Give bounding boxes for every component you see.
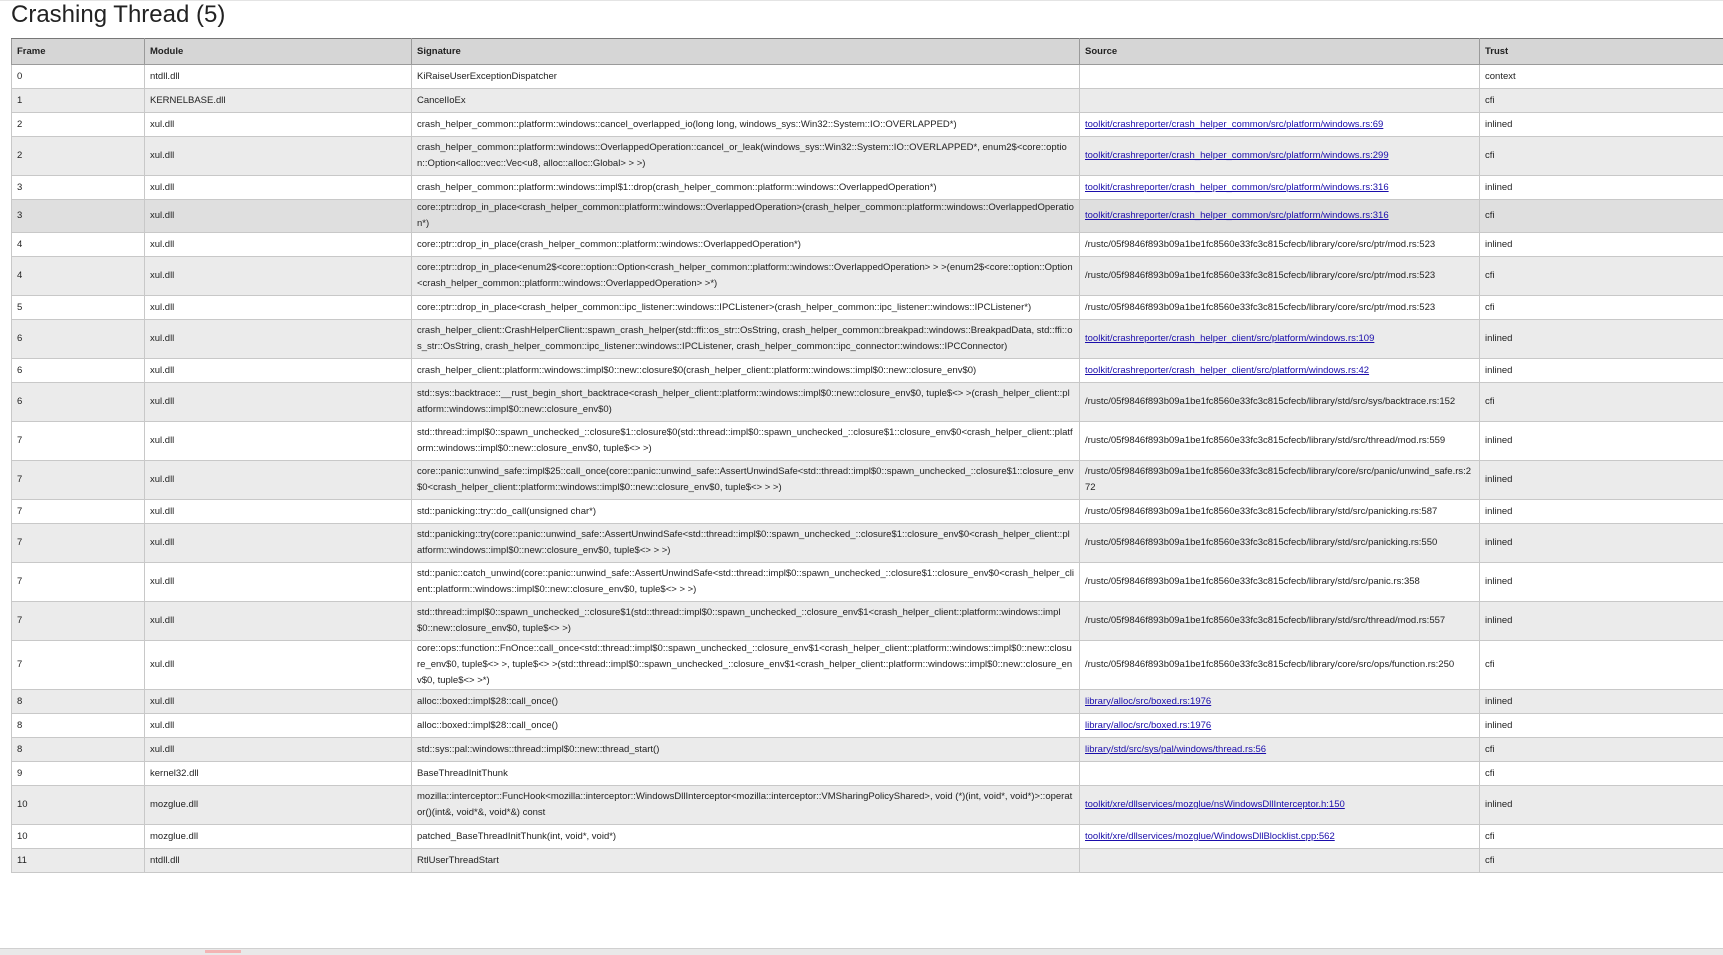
trust-cell: inlined bbox=[1480, 786, 1723, 825]
source-cell: /rustc/05f9846f893b09a1be1fc8560e33fc3c815cfecb/library/core/src/ptr/mod.rs:523 bbox=[1080, 296, 1480, 320]
source-cell bbox=[1080, 176, 1480, 200]
source-cell bbox=[1080, 65, 1480, 89]
column-header-signature[interactable]: Signature bbox=[412, 39, 1080, 65]
frame-cell: 0 bbox=[12, 65, 145, 89]
trust-cell: inlined bbox=[1480, 176, 1723, 200]
source-cell: /rustc/05f9846f893b09a1be1fc8560e33fc3c815cfecb/library/core/src/ptr/mod.rs:523 bbox=[1080, 257, 1480, 296]
table-row bbox=[12, 786, 1723, 825]
trust-cell: cfi bbox=[1480, 383, 1723, 422]
source-link[interactable]: toolkit/crashreporter/crash_helper_common/src/platform/windows.rs:316 bbox=[1085, 210, 1389, 221]
trust-cell: inlined bbox=[1480, 422, 1723, 461]
module-cell: xul.dll bbox=[145, 563, 412, 602]
trust-cell: cfi bbox=[1480, 849, 1723, 873]
source-cell: /rustc/05f9846f893b09a1be1fc8560e33fc3c815cfecb/library/std/src/panic.rs:358 bbox=[1080, 563, 1480, 602]
trust-cell: inlined bbox=[1480, 359, 1723, 383]
trust-cell: inlined bbox=[1480, 524, 1723, 563]
table-row bbox=[12, 825, 1723, 849]
column-header-source[interactable]: Source bbox=[1080, 39, 1480, 65]
module-cell: xul.dll bbox=[145, 257, 412, 296]
source-cell bbox=[1080, 714, 1480, 738]
source-cell bbox=[1080, 320, 1480, 359]
module-cell: xul.dll bbox=[145, 714, 412, 738]
signature-cell: KiRaiseUserExceptionDispatcher bbox=[412, 65, 1080, 89]
column-header-frame[interactable]: Frame bbox=[12, 39, 145, 65]
table-row bbox=[12, 422, 1723, 461]
trust-cell: inlined bbox=[1480, 233, 1723, 257]
signature-cell: std::panicking::try(core::panic::unwind_safe::AssertUnwindSafe<std::thread::impl$0::spawn_unchecked_::closure$1::closure_env$0<crash_helper_client::platform::windows::impl$0::new::closure_env$0, tuple$<> > >) bbox=[412, 524, 1080, 563]
signature-cell: mozilla::interceptor::FuncHook<mozilla::interceptor::WindowsDllInterceptor<mozilla::interceptor::VMSharingPolicyShared>, void (*)(int, void*, void*)>::operator()(int&, void*&, void*&) const bbox=[412, 786, 1080, 825]
table-row bbox=[12, 320, 1723, 359]
signature-cell: alloc::boxed::impl$28::call_once() bbox=[412, 714, 1080, 738]
frame-cell: 8 bbox=[12, 714, 145, 738]
table-row bbox=[12, 849, 1723, 873]
frame-cell: 4 bbox=[12, 233, 145, 257]
source-cell bbox=[1080, 825, 1480, 849]
frame-cell: 7 bbox=[12, 602, 145, 641]
signature-cell: crash_helper_client::CrashHelperClient::spawn_crash_helper(std::ffi::os_str::OsString, crash_helper_common::breakpad::windows::BreakpadData, std::ffi::os_str::OsString, crash_helper_common::ipc_listener::windows::IPCListener, crash_helper_common::ipc_connector::windows::IPCConnector) bbox=[412, 320, 1080, 359]
trust-cell: cfi bbox=[1480, 738, 1723, 762]
signature-cell: std::sys::pal::windows::thread::impl$0::new::thread_start() bbox=[412, 738, 1080, 762]
source-link[interactable]: library/alloc/src/boxed.rs:1976 bbox=[1085, 696, 1211, 707]
frame-cell: 10 bbox=[12, 786, 145, 825]
trust-cell: inlined bbox=[1480, 113, 1723, 137]
module-cell: xul.dll bbox=[145, 383, 412, 422]
table-row bbox=[12, 89, 1723, 113]
trust-cell: inlined bbox=[1480, 690, 1723, 714]
table-row bbox=[12, 176, 1723, 200]
source-cell bbox=[1080, 738, 1480, 762]
source-cell: /rustc/05f9846f893b09a1be1fc8560e33fc3c815cfecb/library/std/src/thread/mod.rs:557 bbox=[1080, 602, 1480, 641]
table-row bbox=[12, 690, 1723, 714]
signature-cell: crash_helper_common::platform::windows::impl$1::drop(crash_helper_common::platform::windows::OverlappedOperation*) bbox=[412, 176, 1080, 200]
frame-cell: 11 bbox=[12, 849, 145, 873]
table-row bbox=[12, 200, 1723, 233]
module-cell: xul.dll bbox=[145, 641, 412, 690]
source-link[interactable]: library/std/src/sys/pal/windows/thread.rs:56 bbox=[1085, 744, 1266, 755]
table-body bbox=[12, 65, 1723, 873]
source-cell: /rustc/05f9846f893b09a1be1fc8560e33fc3c815cfecb/library/std/src/thread/mod.rs:559 bbox=[1080, 422, 1480, 461]
module-cell: xul.dll bbox=[145, 320, 412, 359]
trust-cell: cfi bbox=[1480, 825, 1723, 849]
frame-cell: 7 bbox=[12, 500, 145, 524]
source-cell: /rustc/05f9846f893b09a1be1fc8560e33fc3c815cfecb/library/core/src/ptr/mod.rs:523 bbox=[1080, 233, 1480, 257]
source-link[interactable]: library/alloc/src/boxed.rs:1976 bbox=[1085, 720, 1211, 731]
frame-cell: 1 bbox=[12, 89, 145, 113]
module-cell: xul.dll bbox=[145, 524, 412, 563]
frame-cell: 3 bbox=[12, 176, 145, 200]
trust-cell: cfi bbox=[1480, 257, 1723, 296]
source-cell bbox=[1080, 89, 1480, 113]
trust-cell: cfi bbox=[1480, 762, 1723, 786]
table-row bbox=[12, 359, 1723, 383]
source-cell: /rustc/05f9846f893b09a1be1fc8560e33fc3c815cfecb/library/std/src/sys/backtrace.rs:152 bbox=[1080, 383, 1480, 422]
trust-cell: context bbox=[1480, 65, 1723, 89]
source-link[interactable]: toolkit/crashreporter/crash_helper_common/src/platform/windows.rs:69 bbox=[1085, 119, 1383, 130]
signature-cell: core::ptr::drop_in_place<crash_helper_common::ipc_listener::windows::IPCListener>(crash_helper_common::ipc_listener::windows::IPCListener*) bbox=[412, 296, 1080, 320]
table-row bbox=[12, 762, 1723, 786]
signature-cell: std::panicking::try::do_call(unsigned char*) bbox=[412, 500, 1080, 524]
frame-cell: 7 bbox=[12, 641, 145, 690]
module-cell: xul.dll bbox=[145, 200, 412, 233]
source-cell: /rustc/05f9846f893b09a1be1fc8560e33fc3c815cfecb/library/std/src/panicking.rs:550 bbox=[1080, 524, 1480, 563]
table-row bbox=[12, 113, 1723, 137]
table-row bbox=[12, 738, 1723, 762]
module-cell: xul.dll bbox=[145, 296, 412, 320]
frame-cell: 7 bbox=[12, 524, 145, 563]
trust-cell: inlined bbox=[1480, 602, 1723, 641]
module-cell: xul.dll bbox=[145, 500, 412, 524]
source-link[interactable]: toolkit/xre/dllservices/mozglue/nsWindowsDllInterceptor.h:150 bbox=[1085, 799, 1345, 810]
trust-cell: inlined bbox=[1480, 714, 1723, 738]
frame-cell: 7 bbox=[12, 461, 145, 500]
frame-cell: 6 bbox=[12, 383, 145, 422]
module-cell: xul.dll bbox=[145, 690, 412, 714]
module-cell: KERNELBASE.dll bbox=[145, 89, 412, 113]
module-cell: xul.dll bbox=[145, 422, 412, 461]
trust-cell: inlined bbox=[1480, 461, 1723, 500]
source-cell: /rustc/05f9846f893b09a1be1fc8560e33fc3c815cfecb/library/core/src/panic/unwind_safe.rs:272 bbox=[1080, 461, 1480, 500]
frame-cell: 2 bbox=[12, 137, 145, 176]
trust-cell: inlined bbox=[1480, 320, 1723, 359]
module-cell: xul.dll bbox=[145, 233, 412, 257]
signature-cell: patched_BaseThreadInitThunk(int, void*, void*) bbox=[412, 825, 1080, 849]
signature-cell: std::panic::catch_unwind(core::panic::unwind_safe::AssertUnwindSafe<std::thread::impl$0::spawn_unchecked_::closure$1::closure_env$0<crash_helper_client::platform::windows::impl$0::new::closure_env$0, tuple$<> > >) bbox=[412, 563, 1080, 602]
frame-cell: 4 bbox=[12, 257, 145, 296]
signature-cell: core::ptr::drop_in_place(crash_helper_common::platform::windows::OverlappedOperation*) bbox=[412, 233, 1080, 257]
signature-cell: BaseThreadInitThunk bbox=[412, 762, 1080, 786]
signature-cell: core::ptr::drop_in_place<enum2$<core::option::Option<crash_helper_common::platform::windows::OverlappedOperation> > >(enum2$<core::option::Option<crash_helper_common::platform::windows::OverlappedOperation> >*) bbox=[412, 257, 1080, 296]
trust-cell: cfi bbox=[1480, 89, 1723, 113]
table-row bbox=[12, 461, 1723, 500]
signature-cell: core::ops::function::FnOnce::call_once<std::thread::impl$0::spawn_unchecked_::closure_env$1<crash_helper_client::platform::windows::impl$0::new::closure_env$0, tuple$<> >, tuple$<> >(std::thread::impl$0::spawn_unchecked_::closure_env$1<crash_helper_client::platform::windows::impl$0::new::closure_env$0, tuple$<> >*) bbox=[412, 641, 1080, 690]
source-cell bbox=[1080, 786, 1480, 825]
source-link[interactable]: toolkit/crashreporter/crash_helper_common/src/platform/windows.rs:299 bbox=[1085, 150, 1389, 161]
page-title: Crashing Thread (5) bbox=[11, 0, 225, 30]
crashing-thread-table bbox=[11, 38, 1723, 873]
source-link[interactable]: toolkit/crashreporter/crash_helper_common/src/platform/windows.rs:316 bbox=[1085, 182, 1389, 193]
trust-cell: cfi bbox=[1480, 296, 1723, 320]
signature-cell: crash_helper_common::platform::windows::OverlappedOperation::cancel_or_leak(windows_sys::Win32::System::IO::OVERLAPPED*, enum2$<core::option::Option<alloc::vec::Vec<u8, alloc::alloc::Global> > >) bbox=[412, 137, 1080, 176]
table-row bbox=[12, 233, 1723, 257]
source-cell: /rustc/05f9846f893b09a1be1fc8560e33fc3c815cfecb/library/core/src/ops/function.rs:250 bbox=[1080, 641, 1480, 690]
trust-cell: cfi bbox=[1480, 641, 1723, 690]
signature-cell: RtlUserThreadStart bbox=[412, 849, 1080, 873]
signature-cell: crash_helper_client::platform::windows::impl$0::new::closure$0(crash_helper_client::platform::windows::impl$0::new::closure_env$0) bbox=[412, 359, 1080, 383]
source-cell bbox=[1080, 200, 1480, 233]
signature-cell: std::sys::backtrace::__rust_begin_short_backtrace<crash_helper_client::platform::windows::impl$0::new::closure_env$0, tuple$<> >(crash_helper_client::platform::windows::impl$0::new::closure_env$0) bbox=[412, 383, 1080, 422]
frame-cell: 8 bbox=[12, 690, 145, 714]
table-row bbox=[12, 714, 1723, 738]
source-link[interactable]: toolkit/xre/dllservices/mozglue/WindowsDllBlocklist.cpp:562 bbox=[1085, 831, 1335, 842]
source-link[interactable]: toolkit/crashreporter/crash_helper_client/src/platform/windows.rs:42 bbox=[1085, 365, 1369, 376]
module-cell: xul.dll bbox=[145, 602, 412, 641]
trust-cell: cfi bbox=[1480, 137, 1723, 176]
signature-cell: std::thread::impl$0::spawn_unchecked_::closure$1::closure$0(std::thread::impl$0::spawn_unchecked_::closure$1::closure_env$0<crash_helper_client::platform::windows::impl$0::new::closure_env$0, tuple$<> >) bbox=[412, 422, 1080, 461]
module-cell: ntdll.dll bbox=[145, 849, 412, 873]
table-row bbox=[12, 257, 1723, 296]
table-row bbox=[12, 524, 1723, 563]
signature-cell: core::ptr::drop_in_place<crash_helper_common::platform::windows::OverlappedOperation>(crash_helper_common::platform::windows::OverlappedOperation*) bbox=[412, 200, 1080, 233]
module-cell: xul.dll bbox=[145, 359, 412, 383]
module-cell: mozglue.dll bbox=[145, 825, 412, 849]
frame-cell: 10 bbox=[12, 825, 145, 849]
signature-cell: core::panic::unwind_safe::impl$25::call_once(core::panic::unwind_safe::AssertUnwindSafe<std::thread::impl$0::spawn_unchecked_::closure$1::closure_env$0<crash_helper_client::platform::windows::impl$0::new::closure_env$0, tuple$<> > >) bbox=[412, 461, 1080, 500]
table-row bbox=[12, 137, 1723, 176]
table-row bbox=[12, 65, 1723, 89]
frame-cell: 3 bbox=[12, 200, 145, 233]
source-cell bbox=[1080, 113, 1480, 137]
frame-cell: 7 bbox=[12, 422, 145, 461]
table-row bbox=[12, 296, 1723, 320]
table-row bbox=[12, 383, 1723, 422]
source-cell bbox=[1080, 690, 1480, 714]
signature-cell: CancelIoEx bbox=[412, 89, 1080, 113]
bottom-tab-indicator[interactable] bbox=[205, 950, 241, 953]
module-cell: kernel32.dll bbox=[145, 762, 412, 786]
source-link[interactable]: toolkit/crashreporter/crash_helper_client/src/platform/windows.rs:109 bbox=[1085, 333, 1374, 344]
frame-cell: 9 bbox=[12, 762, 145, 786]
frame-cell: 6 bbox=[12, 359, 145, 383]
module-cell: mozglue.dll bbox=[145, 786, 412, 825]
column-header-trust[interactable]: Trust bbox=[1480, 39, 1723, 65]
source-cell bbox=[1080, 359, 1480, 383]
signature-cell: std::thread::impl$0::spawn_unchecked_::closure$1(std::thread::impl$0::spawn_unchecked_::closure_env$1<crash_helper_client::platform::windows::impl$0::new::closure_env$0, tuple$<> >) bbox=[412, 602, 1080, 641]
module-cell: ntdll.dll bbox=[145, 65, 412, 89]
frame-cell: 7 bbox=[12, 563, 145, 602]
trust-cell: cfi bbox=[1480, 200, 1723, 233]
signature-cell: alloc::boxed::impl$28::call_once() bbox=[412, 690, 1080, 714]
module-cell: xul.dll bbox=[145, 176, 412, 200]
trust-cell: inlined bbox=[1480, 563, 1723, 602]
module-cell: xul.dll bbox=[145, 137, 412, 176]
column-header-module[interactable]: Module bbox=[145, 39, 412, 65]
table-row bbox=[12, 563, 1723, 602]
table-row bbox=[12, 500, 1723, 524]
module-cell: xul.dll bbox=[145, 113, 412, 137]
table-row bbox=[12, 602, 1723, 641]
trust-cell: inlined bbox=[1480, 500, 1723, 524]
frame-cell: 8 bbox=[12, 738, 145, 762]
signature-cell: crash_helper_common::platform::windows::cancel_overlapped_io(long long, windows_sys::Win32::System::IO::OVERLAPPED*) bbox=[412, 113, 1080, 137]
frame-cell: 2 bbox=[12, 113, 145, 137]
table-row bbox=[12, 641, 1723, 690]
table-header-row bbox=[12, 39, 1723, 65]
source-cell bbox=[1080, 849, 1480, 873]
source-cell bbox=[1080, 762, 1480, 786]
source-cell: /rustc/05f9846f893b09a1be1fc8560e33fc3c815cfecb/library/std/src/panicking.rs:587 bbox=[1080, 500, 1480, 524]
module-cell: xul.dll bbox=[145, 461, 412, 500]
source-cell bbox=[1080, 137, 1480, 176]
module-cell: xul.dll bbox=[145, 738, 412, 762]
top-border bbox=[0, 0, 1723, 1]
frame-cell: 6 bbox=[12, 320, 145, 359]
frame-cell: 5 bbox=[12, 296, 145, 320]
